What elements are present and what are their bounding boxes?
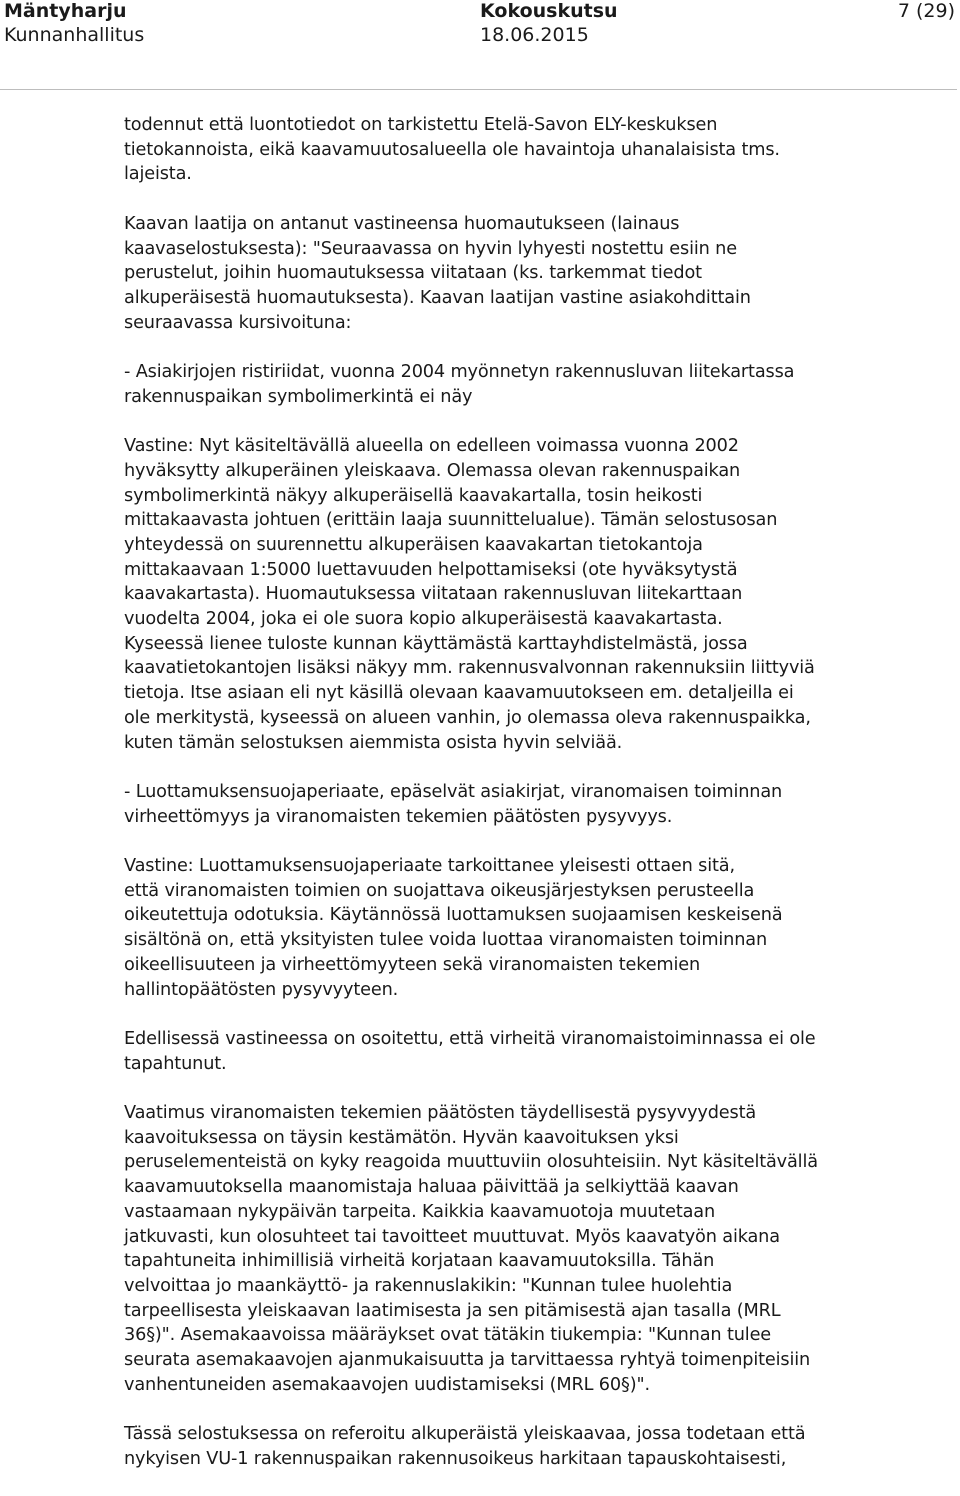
text-line: yhteydessä on suurennettu alkuperäisen kaavakartan tietokantoja (124, 534, 703, 555)
text-line: Kyseessä lienee tuloste kunnan käyttämästä karttayhdistelmästä, jossa (124, 633, 748, 654)
text-line: todennut että luontotiedot on tarkistettu Etelä-Savon ELY-keskuksen (124, 115, 718, 135)
text-line: seuraavassa kursivoituna: (124, 312, 352, 333)
paragraph (124, 113, 892, 187)
text-line: nykyisen VU-1 rakennuspaikan rakennusoikeus harkitaan tapauskohtaisesti, (124, 1448, 787, 1469)
text-line: tarpeellisesta yleiskaavan laatimisesta ja sen pitämisestä ajan tasalla (MRL (124, 1300, 781, 1321)
text-line: hallintopäätösten pysyvyyteen. (124, 979, 399, 1000)
text-line: tietoja. Itse asiaan eli nyt käsillä olevaan kaavamuutokseen em. detaljeilla ei (124, 683, 794, 704)
text-line: kaavatietokantojen lisäksi näkyy mm. rakennusvalvonnan rakennuksiin liittyviä (124, 658, 815, 679)
document-type: Kokouskutsu (480, 0, 618, 22)
text-line: kaavoituksessa on täysin kestämätön. Hyvän kaavoituksen yksi (124, 1127, 679, 1148)
paragraph (124, 780, 892, 829)
paragraph (124, 1101, 892, 1397)
paragraph (124, 1027, 892, 1076)
text-line: Kaavan laatija on antanut vastineensa huomautukseen (lainaus (124, 213, 680, 234)
paragraph (124, 212, 892, 336)
text-line: vanhentuneiden asemakaavojen uudistamiseksi (MRL 60§)". (124, 1374, 650, 1395)
page-header (0, 0, 960, 46)
text-line: mittakaavasta johtuen (erittäin laaja suunnittelualue). Tämän selostusosan (124, 510, 778, 531)
text-line: oikeutettuja odotuksia. Käytännössä luottamuksen suojaamisen keskeisenä (124, 905, 783, 926)
document-body (124, 113, 892, 1496)
text-line: vuodelta 2004, joka ei ole suora kopio alkuperäisestä kaavakartasta. (124, 609, 723, 630)
text-line: Edellisessä vastineessa on osoitettu, että virheitä viranomaistoiminnassa ei ole (124, 1028, 816, 1049)
text-line: virheettömyys ja viranomaisten tekemien päätösten pysyvyys. (124, 806, 673, 827)
text-line: - Luottamuksensuojaperiaate, epäselvät asiakirjat, viranomaisen toiminnan (124, 781, 783, 802)
text-line: sisältönä on, että yksityisten tulee voida luottaa viranomaisten toiminnan (124, 930, 768, 951)
meeting-date: 18.06.2015 (480, 24, 589, 46)
text-line: että viranomaisten toimien on suojattava oikeusjärjestyksen perusteella (124, 880, 755, 901)
text-line: seurata asemakaavojen ajanmukaisuutta ja tarvittaessa ryhtyä toimenpiteisiin (124, 1350, 811, 1371)
committee-name: Kunnanhallitus (4, 24, 145, 46)
text-line: kuten tämän selostuksen aiemmista osista hyvin selviää. (124, 732, 623, 753)
text-line: tapahtunut. (124, 1053, 227, 1074)
text-line: perustelut, joihin huomautuksessa viitataan (ks. tarkemmat tiedot (124, 263, 702, 284)
text-line: velvoittaa jo maankäyttö- ja rakennuslakikin: "Kunnan tulee huolehtia (124, 1275, 733, 1296)
text-line: Vastine: Luottamuksensuojaperiaate tarkoittanee yleisesti ottaen sitä, (124, 856, 735, 877)
text-line: kaavaselostuksesta): "Seuraavassa on hyvin lyhyesti nostettu esiin ne (124, 238, 737, 259)
text-line: rakennuspaikan symbolimerkintä ei näy (124, 386, 473, 407)
text-line: 36§)". Asemakaavoissa määräykset ovat tätäkin tiukempia: "Kunnan tulee (124, 1325, 772, 1346)
text-line: tietokannoista, eikä kaavamuutosalueella ole havaintoja uhanalaisista tms. (124, 139, 780, 160)
text-line: kaavamuutoksella maanomistaja haluaa päivittää ja selkiyttää kaavan (124, 1177, 739, 1198)
paragraph (124, 434, 892, 755)
text-line: mittakaavaan 1:5000 luettavuuden helpottamiseksi (ote hyväksytystä (124, 559, 738, 580)
paragraph (124, 360, 892, 409)
text-line: alkuperäisestä huomautuksesta). Kaavan laatijan vastine asiakohdittain (124, 287, 751, 308)
header-divider (0, 89, 957, 90)
text-line: Vaatimus viranomaisten tekemien päätösten täydellisestä pysyvyydestä (124, 1103, 757, 1124)
text-line: Tässä selostuksessa on referoitu alkuperäistä yleiskaavaa, jossa todetaan että (124, 1424, 806, 1445)
text-line: tapahtuneita inhimillisiä virheitä korjataan kaavamuutoksilla. Tähän (124, 1251, 715, 1272)
text-line: symbolimerkintä näkyy alkuperäisellä kaavakartalla, tosin heikosti (124, 485, 703, 506)
text-line: - Asiakirjojen ristiriidat, vuonna 2004 myönnetyn rakennusluvan liitekartassa (124, 362, 795, 382)
municipality-name: Mäntyharju (4, 0, 127, 22)
text-line: kaavakartasta). Huomautuksessa viitataan rakennusluvan liitekarttaan (124, 584, 743, 605)
text-line: peruselementeistä on kyky reagoida muuttuviin olosuhteisiin. Nyt käsiteltävällä (124, 1152, 818, 1173)
text-line: oikeellisuuteen ja virheettömyyteen sekä viranomaisten tekemien (124, 954, 701, 975)
paragraph (124, 854, 892, 1002)
text-line: lajeista. (124, 164, 192, 185)
paragraph (124, 1422, 892, 1471)
text-line: jatkuvasti, kun olosuhteet tai tavoitteet muuttuvat. Myös kaavatyön aikana (124, 1226, 780, 1247)
page-number: 7 (29) (897, 0, 955, 22)
text-line: vastaamaan nykypäivän tarpeita. Kaikkia kaavamuotoja muutetaan (124, 1201, 716, 1222)
text-line: hyväksytty alkuperäinen yleiskaava. Olemassa olevan rakennuspaikan (124, 460, 741, 481)
text-line: Vastine: Nyt käsiteltävällä alueella on edelleen voimassa vuonna 2002 (124, 436, 739, 457)
text-line: ole merkitystä, kyseessä on alueen vanhin, jo olemassa oleva rakennuspaikka, (124, 707, 811, 728)
